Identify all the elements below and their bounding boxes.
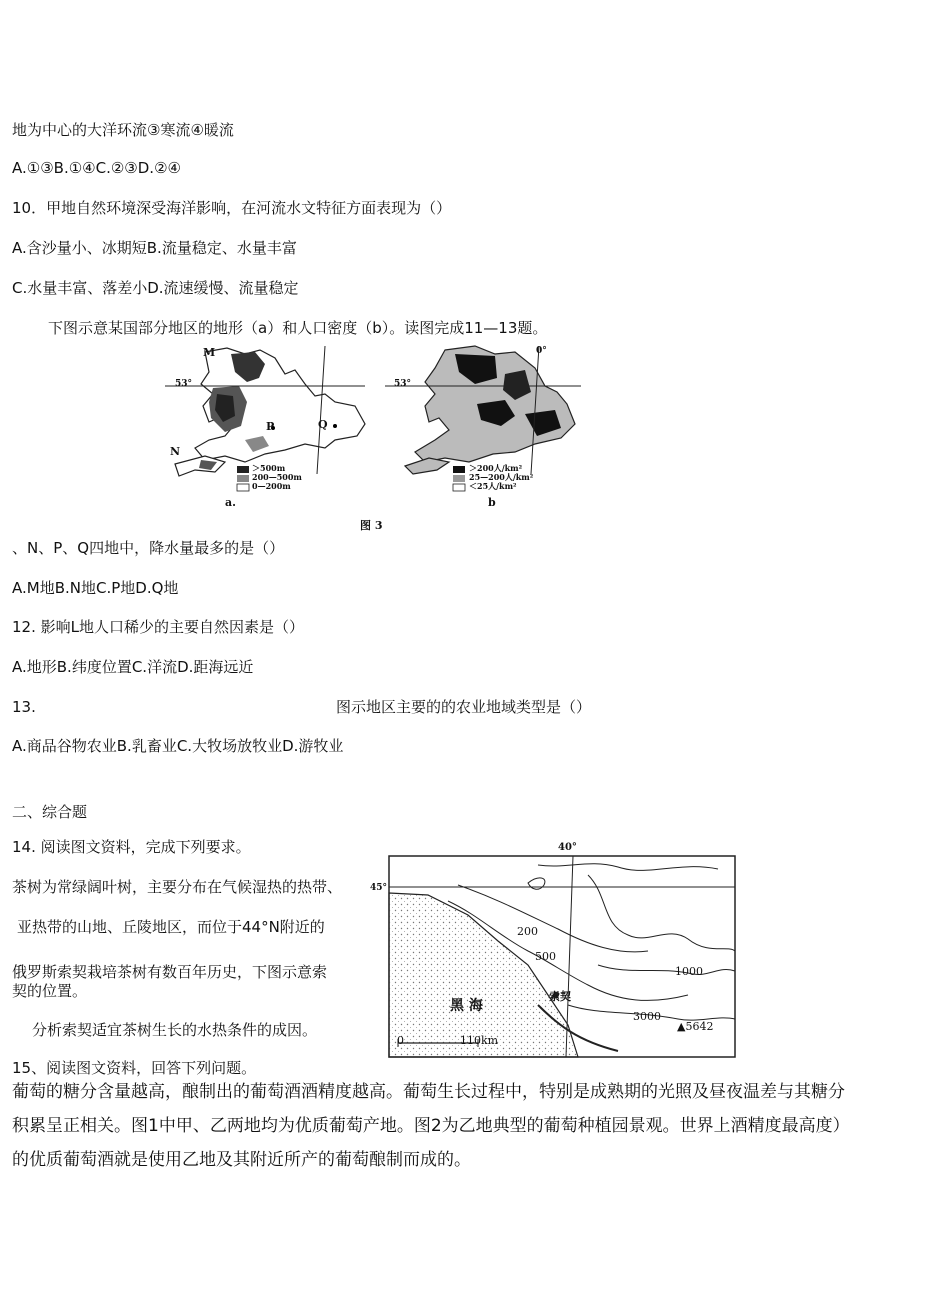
map-b-longitude: 0° — [536, 346, 547, 356]
q14-text-2: 亚热带的山地、丘陵地区，而位于44°N附近的 — [17, 918, 325, 936]
q14-stem: 14. 阅读图文资料，完成下列要求。 — [12, 838, 251, 856]
q11-stem: 、N、P、Q四地中，降水量最多的是（） — [12, 539, 285, 557]
figure-3-caption: 图 3 — [360, 519, 383, 532]
black-sea-label: 黑 海 — [450, 998, 483, 1014]
map-a-label-m: M — [203, 346, 216, 359]
map-a-latitude: 53° — [175, 379, 193, 389]
peak-5642: ▲5642 — [677, 1020, 714, 1033]
scale-end: 110km — [460, 1034, 499, 1047]
q15-paragraph-1: 葡萄的糖分含量越高，酿制出的葡萄酒酒精度越高。葡萄生长过程中，特别是成熟期的光照及昼夜温差与其糖分 — [12, 1082, 845, 1102]
q14-text-3a: 俄罗斯索契栽培茶树有数百年历史，下图示意索 — [12, 963, 328, 981]
map-a-label-q: Q — [318, 418, 328, 431]
map-a-legend-mid: 200—500m — [252, 472, 302, 482]
q13-options: A.商品谷物农业B.乳畜业C.大牧场放牧业D.游牧业 — [12, 737, 344, 755]
contour-1000: 1000 — [675, 965, 703, 978]
q14-task: 分析索契适宜茶树生长的水热条件的成因。 — [32, 1021, 318, 1039]
contour-500: 500 — [535, 950, 556, 963]
contour-200: 200 — [517, 925, 538, 938]
q9-options: A.①③B.①④C.②③D.②④ — [12, 159, 181, 177]
q15-paragraph-3: 的优质葡萄酒就是使用乙地及其附近所产的葡萄酿制而成的。 — [12, 1150, 471, 1170]
sochi-map-longitude: 40° — [558, 842, 577, 853]
map-b-latitude: 53° — [394, 379, 412, 389]
map-b-legend-low: ＜25人/km² — [469, 481, 517, 491]
intro-11-13: 下图示意某国部分地区的地形（a）和人口密度（b）。读图完成11—13题。 — [48, 319, 548, 337]
q10-stem: 10．甲地自然环境深受海洋影响，在河流水文特征方面表现为（） — [12, 199, 452, 217]
sochi-label: 索契 — [549, 990, 571, 1003]
map-a-legend-high: ＞500m — [252, 463, 286, 473]
scale-start: 0 — [397, 1034, 404, 1047]
q14-text-3b: 契的位置。 — [12, 982, 88, 1000]
q14-text-1: 茶树为常绿阔叶树，主要分布在气候湿热的热带、 — [12, 878, 343, 896]
q11-options: A.M地B.N地C.P地D.Q地 — [12, 579, 179, 597]
q15-stem: 15、阅读图文资料，回答下列问题。 — [12, 1059, 257, 1077]
sochi-map-latitude: 45° — [370, 883, 388, 893]
q12-stem: 12. 影响L地人口稀少的主要自然因素是（） — [12, 618, 304, 636]
map-a-legend-low: 0—200m — [252, 481, 291, 491]
section-2-title: 二、综合题 — [12, 803, 88, 821]
q10-options-1: A.含沙量小、冰期短B.流量稳定、水量丰富 — [12, 239, 297, 257]
map-b-caption: b — [488, 496, 496, 509]
contour-3000: 3000 — [633, 1010, 661, 1023]
map-a-label-p: P — [266, 420, 275, 433]
q10-options-2: C.水量丰富、落差小D.流速缓慢、流量稳定 — [12, 279, 299, 297]
q15-paragraph-2: 积累呈正相关。图1中甲、乙两地均为优质葡萄产地。图2为乙地典型的葡萄种植园景观。世界上酒精度最高度） — [12, 1116, 850, 1136]
map-a-label-n: N — [170, 445, 181, 458]
q9-stem-tail: 地为中心的大洋环流③寒流④暖流 — [12, 121, 234, 139]
q12-options: A.地形B.纬度位置C.洋流D.距海远近 — [12, 658, 254, 676]
map-a-caption: a. — [225, 496, 236, 509]
map-b-legend-mid: 25—200人/km² — [469, 472, 534, 482]
map-b-legend-high: ＞200人/km² — [469, 463, 523, 473]
q13-number: 13. — [12, 698, 36, 716]
q13-stem: 图示地区主要的的农业地域类型是（） — [336, 698, 592, 716]
